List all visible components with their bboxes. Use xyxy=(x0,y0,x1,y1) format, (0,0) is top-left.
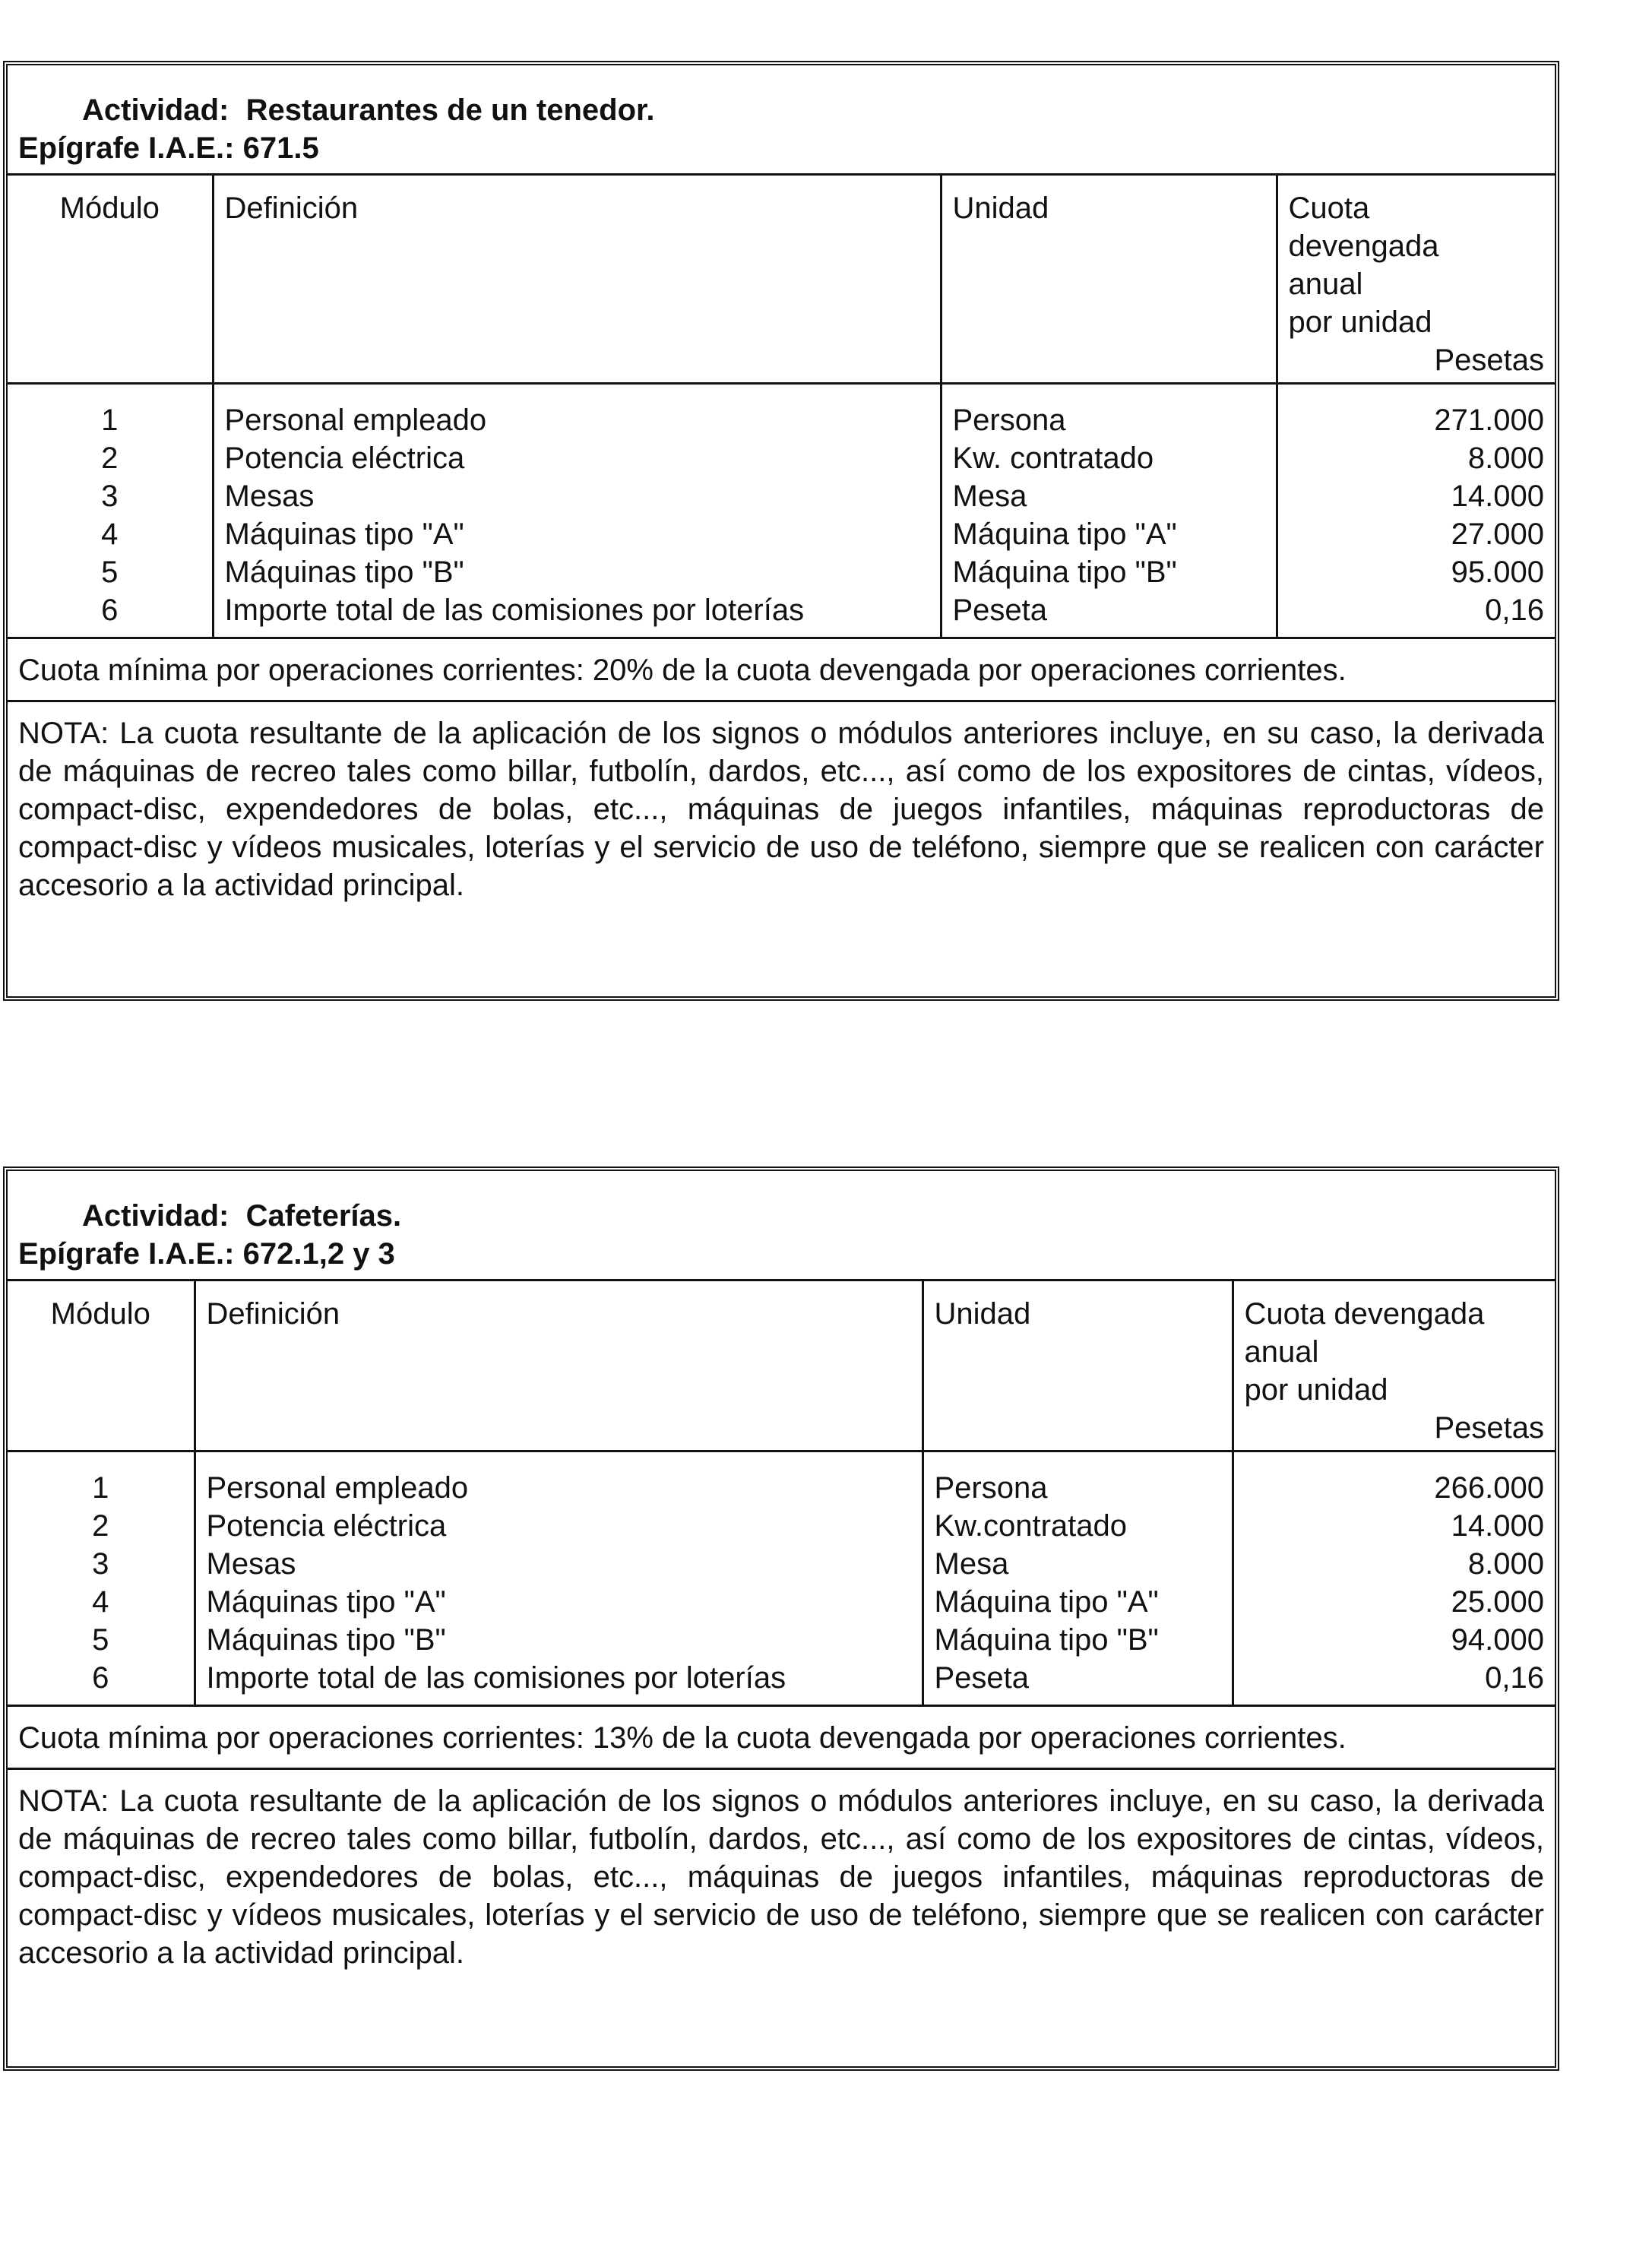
cell-unidad: Kw.contratado xyxy=(923,1507,1233,1545)
header-definicion: Definición xyxy=(213,176,941,384)
table-row xyxy=(8,1659,1555,1705)
cell-unidad: Máquina tipo "A" xyxy=(923,1583,1233,1621)
cuota-minima-text: Cuota mínima por operaciones corrientes: 13% de la cuota devengada por operaciones corrientes. xyxy=(8,1705,1555,1768)
modules-table xyxy=(8,1281,1555,1705)
header-pesetas: Pesetas xyxy=(1434,1411,1544,1445)
cell-modulo: 1 xyxy=(101,404,119,437)
header-cuota-line: anual xyxy=(1288,267,1363,301)
header-cuota-line: por unidad xyxy=(1244,1373,1388,1407)
cell-cuota: 94.000 xyxy=(1233,1621,1555,1659)
epigrafe-line xyxy=(18,129,1544,167)
cell-definicion: Mesas xyxy=(195,1545,923,1583)
table-row xyxy=(8,591,1555,637)
cell-cuota: 0,16 xyxy=(1233,1659,1555,1705)
cuota-minima-text: Cuota mínima por operaciones corrientes: 20% de la cuota devengada por operaciones corrientes. xyxy=(8,637,1555,700)
epigrafe-label: Epígrafe I.A.E.: xyxy=(18,1237,235,1271)
cell-cuota: 14.000 xyxy=(1233,1507,1555,1545)
nota-text: NOTA: La cuota resultante de la aplicación de los signos o módulos anteriores incluye, en su caso, la derivada de máquinas de recreo tales como billar, futbolín, dardos, etc..., así como de los expositores de cintas, vídeos, compact-disc, expendedores de bolas, etc..., máquinas de juegos infantiles, máquinas reproductoras de compact-disc y vídeos musicales, loterías y el servicio de uso de teléfono, siempre que se realicen con carácter accesorio a la actividad principal. xyxy=(8,700,1555,912)
cell-cuota: 95.000 xyxy=(1277,553,1555,591)
table-row xyxy=(8,1507,1555,1545)
header-unidad: Unidad xyxy=(923,1281,1233,1451)
table-row xyxy=(8,1451,1555,1508)
cell-modulo: 3 xyxy=(92,1547,109,1581)
cell-unidad: Máquina tipo "A" xyxy=(941,515,1277,553)
header-cuota-line: por unidad xyxy=(1288,305,1432,339)
activity-header xyxy=(8,1171,1555,1281)
cell-modulo: 3 xyxy=(101,480,119,513)
cell-modulo: 6 xyxy=(101,594,119,627)
cell-cuota: 25.000 xyxy=(1233,1583,1555,1621)
cell-modulo: 5 xyxy=(101,556,119,589)
module-table-cafeterias xyxy=(3,1166,1559,2071)
cell-definicion: Máquinas tipo "A" xyxy=(213,515,941,553)
cell-modulo: 2 xyxy=(101,442,119,475)
table-row xyxy=(8,1583,1555,1621)
actividad-line xyxy=(18,91,1544,129)
table-row xyxy=(8,477,1555,515)
nota-text: NOTA: La cuota resultante de la aplicación de los signos o módulos anteriores incluye, en su caso, la derivada de máquinas de recreo tales como billar, futbolín, dardos, etc..., así como de los expositores de cintas, vídeos, compact-disc, expendedores de bolas, etc..., máquinas de juegos infantiles, máquinas reproductoras de compact-disc y vídeos musicales, loterías y el servicio de uso de teléfono, siempre que se realicen con carácter accesorio a la actividad principal. xyxy=(8,1768,1555,1980)
cell-modulo: 6 xyxy=(92,1661,109,1695)
actividad-label: Actividad: xyxy=(82,93,229,127)
epigrafe-line xyxy=(18,1235,1544,1273)
header-definicion: Definición xyxy=(195,1281,923,1451)
actividad-value: Restaurantes de un tenedor. xyxy=(245,93,655,127)
cell-unidad: Peseta xyxy=(941,591,1277,637)
cell-definicion: Personal empleado xyxy=(213,384,941,440)
cell-definicion: Potencia eléctrica xyxy=(195,1507,923,1545)
header-cuota xyxy=(1277,176,1555,384)
cell-modulo: 1 xyxy=(92,1471,109,1505)
modules-table xyxy=(8,176,1555,637)
cell-modulo: 4 xyxy=(92,1585,109,1619)
cell-definicion: Máquinas tipo "B" xyxy=(195,1621,923,1659)
cell-modulo: 2 xyxy=(92,1509,109,1543)
cell-definicion: Personal empleado xyxy=(195,1451,923,1508)
header-cuota-line: Cuota xyxy=(1288,192,1370,225)
cell-cuota: 8.000 xyxy=(1233,1545,1555,1583)
table-header-row xyxy=(8,1281,1555,1451)
cell-cuota: 8.000 xyxy=(1277,439,1555,477)
header-modulo: Módulo xyxy=(8,176,213,384)
epigrafe-label: Epígrafe I.A.E.: xyxy=(18,131,235,165)
cell-definicion: Importe total de las comisiones por loterías xyxy=(195,1659,923,1705)
epigrafe-value: 672.1,2 y 3 xyxy=(242,1237,395,1271)
header-pesetas: Pesetas xyxy=(1434,343,1544,377)
header-cuota xyxy=(1233,1281,1555,1451)
header-modulo: Módulo xyxy=(8,1281,195,1451)
module-table-restaurantes xyxy=(3,61,1559,1001)
cell-cuota: 14.000 xyxy=(1277,477,1555,515)
epigrafe-value: 671.5 xyxy=(242,131,319,165)
table-row xyxy=(8,553,1555,591)
actividad-label: Actividad: xyxy=(82,1199,229,1233)
cell-definicion: Máquinas tipo "A" xyxy=(195,1583,923,1621)
cell-cuota: 0,16 xyxy=(1277,591,1555,637)
actividad-line xyxy=(18,1197,1544,1235)
cell-definicion: Potencia eléctrica xyxy=(213,439,941,477)
cell-modulo: 4 xyxy=(101,518,119,551)
table-row xyxy=(8,1621,1555,1659)
cell-unidad: Máquina tipo "B" xyxy=(941,553,1277,591)
header-unidad: Unidad xyxy=(941,176,1277,384)
cell-definicion: Máquinas tipo "B" xyxy=(213,553,941,591)
header-cuota-line: devengada xyxy=(1288,229,1439,263)
table-row xyxy=(8,439,1555,477)
table-row xyxy=(8,384,1555,440)
table-row xyxy=(8,515,1555,553)
header-cuota-line: Cuota devengada xyxy=(1244,1297,1485,1331)
cell-definicion: Mesas xyxy=(213,477,941,515)
header-cuota-line: anual xyxy=(1244,1335,1319,1369)
cell-unidad: Mesa xyxy=(923,1545,1233,1583)
table-row xyxy=(8,1545,1555,1583)
cell-cuota: 27.000 xyxy=(1277,515,1555,553)
activity-header xyxy=(8,65,1555,176)
cell-unidad: Persona xyxy=(941,384,1277,440)
cell-unidad: Peseta xyxy=(923,1659,1233,1705)
cell-unidad: Máquina tipo "B" xyxy=(923,1621,1233,1659)
table-header-row xyxy=(8,176,1555,384)
cell-modulo: 5 xyxy=(92,1623,109,1657)
cell-cuota: 266.000 xyxy=(1233,1451,1555,1508)
actividad-value: Cafeterías. xyxy=(245,1199,402,1233)
cell-cuota: 271.000 xyxy=(1277,384,1555,440)
cell-definicion: Importe total de las comisiones por loterías xyxy=(213,591,941,637)
cell-unidad: Kw. contratado xyxy=(941,439,1277,477)
cell-unidad: Persona xyxy=(923,1451,1233,1508)
cell-unidad: Mesa xyxy=(941,477,1277,515)
